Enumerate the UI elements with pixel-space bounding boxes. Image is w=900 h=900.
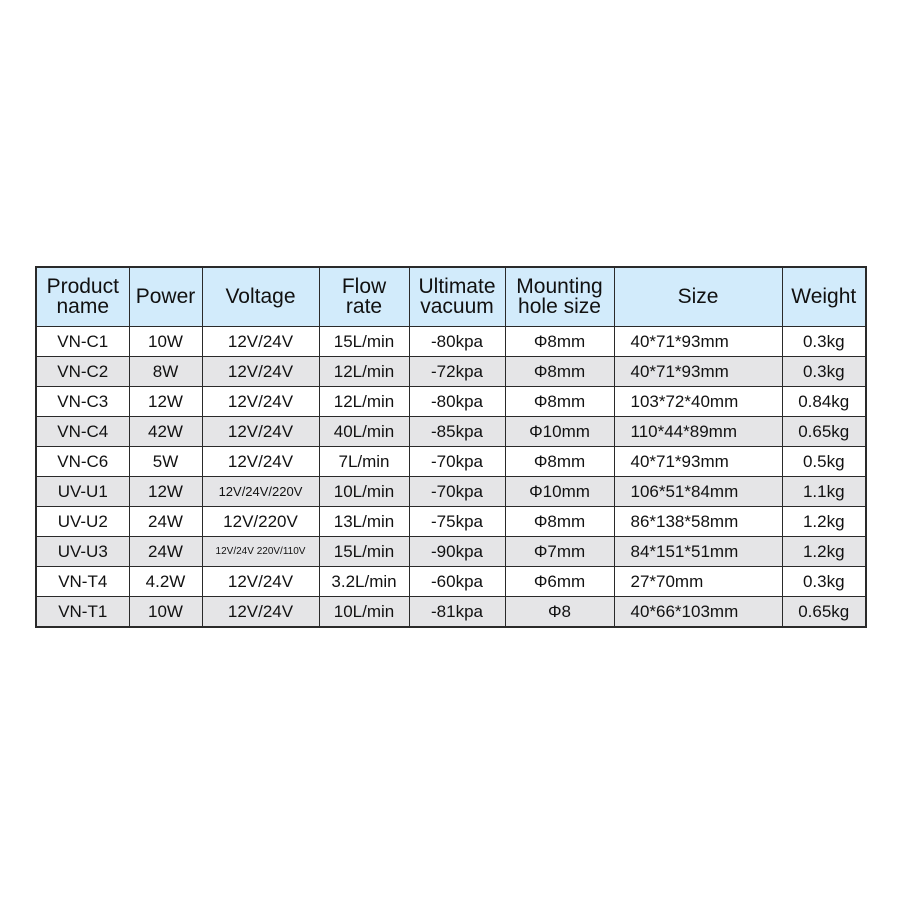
table-cell-product-name: VN-C1 <box>36 327 129 357</box>
table-cell-mounting-hole-size: Φ8mm <box>505 507 614 537</box>
column-header-mounting-hole-size: Mounting hole size <box>505 267 614 327</box>
table-cell-ultimate-vacuum: -90kpa <box>409 537 505 567</box>
table-cell-ultimate-vacuum: -81kpa <box>409 597 505 628</box>
table-cell-ultimate-vacuum: -80kpa <box>409 327 505 357</box>
table-cell-product-name: VN-C6 <box>36 447 129 477</box>
table-cell-product-name: VN-C2 <box>36 357 129 387</box>
table-row <box>36 447 866 477</box>
table-row <box>36 357 866 387</box>
table-row <box>36 417 866 447</box>
column-header-weight: Weight <box>782 267 866 327</box>
table-cell-voltage: 12V/24V <box>202 327 319 357</box>
table-row <box>36 477 866 507</box>
column-header-flow-rate: Flow rate <box>319 267 409 327</box>
table-cell-size: 40*71*93mm <box>614 327 782 357</box>
table-cell-product-name: UV-U3 <box>36 537 129 567</box>
table-cell-power: 10W <box>129 597 202 628</box>
table-cell-product-name: VN-C4 <box>36 417 129 447</box>
table-row <box>36 597 866 628</box>
column-header-ultimate-vacuum: Ultimate vacuum <box>409 267 505 327</box>
table-cell-size: 40*66*103mm <box>614 597 782 628</box>
table-cell-power: 5W <box>129 447 202 477</box>
table-cell-voltage: 12V/24V <box>202 447 319 477</box>
table-cell-weight: 1.2kg <box>782 507 866 537</box>
table-body <box>36 327 866 628</box>
table-cell-ultimate-vacuum: -70kpa <box>409 447 505 477</box>
table-cell-size: 40*71*93mm <box>614 357 782 387</box>
table-header <box>36 267 866 327</box>
table-cell-power: 12W <box>129 387 202 417</box>
table-cell-flow-rate: 7L/min <box>319 447 409 477</box>
table-cell-flow-rate: 15L/min <box>319 327 409 357</box>
table-cell-weight: 0.65kg <box>782 597 866 628</box>
spec-table <box>35 266 867 628</box>
table-cell-product-name: VN-C3 <box>36 387 129 417</box>
table-cell-ultimate-vacuum: -75kpa <box>409 507 505 537</box>
table-cell-mounting-hole-size: Φ8 <box>505 597 614 628</box>
table-cell-voltage: 12V/220V <box>202 507 319 537</box>
table-cell-voltage: 12V/24V <box>202 357 319 387</box>
table-cell-mounting-hole-size: Φ10mm <box>505 477 614 507</box>
table-cell-product-name: VN-T4 <box>36 567 129 597</box>
table-cell-weight: 0.65kg <box>782 417 866 447</box>
table-cell-flow-rate: 3.2L/min <box>319 567 409 597</box>
table-cell-power: 8W <box>129 357 202 387</box>
table-cell-flow-rate: 13L/min <box>319 507 409 537</box>
table-cell-power: 4.2W <box>129 567 202 597</box>
table-cell-size: 110*44*89mm <box>614 417 782 447</box>
table-cell-voltage: 12V/24V <box>202 597 319 628</box>
table-cell-ultimate-vacuum: -70kpa <box>409 477 505 507</box>
table-cell-size: 40*71*93mm <box>614 447 782 477</box>
column-header-product-name: Product name <box>36 267 129 327</box>
table-row <box>36 387 866 417</box>
table-cell-product-name: UV-U1 <box>36 477 129 507</box>
table-cell-weight: 0.3kg <box>782 357 866 387</box>
table-cell-mounting-hole-size: Φ8mm <box>505 387 614 417</box>
table-cell-power: 42W <box>129 417 202 447</box>
table-cell-voltage: 12V/24V 220V/110V <box>202 537 319 567</box>
table-cell-flow-rate: 15L/min <box>319 537 409 567</box>
table-cell-ultimate-vacuum: -85kpa <box>409 417 505 447</box>
table-cell-ultimate-vacuum: -60kpa <box>409 567 505 597</box>
table-cell-ultimate-vacuum: -80kpa <box>409 387 505 417</box>
table-cell-flow-rate: 10L/min <box>319 597 409 628</box>
table-cell-weight: 0.3kg <box>782 327 866 357</box>
table-row <box>36 507 866 537</box>
table-cell-size: 106*51*84mm <box>614 477 782 507</box>
table-cell-flow-rate: 10L/min <box>319 477 409 507</box>
table-row <box>36 537 866 567</box>
table-cell-weight: 0.5kg <box>782 447 866 477</box>
table-cell-ultimate-vacuum: -72kpa <box>409 357 505 387</box>
table-cell-size: 103*72*40mm <box>614 387 782 417</box>
table-cell-size: 86*138*58mm <box>614 507 782 537</box>
table-cell-mounting-hole-size: Φ6mm <box>505 567 614 597</box>
table-cell-size: 84*151*51mm <box>614 537 782 567</box>
table-cell-mounting-hole-size: Φ10mm <box>505 417 614 447</box>
table-cell-voltage: 12V/24V/220V <box>202 477 319 507</box>
table-cell-product-name: VN-T1 <box>36 597 129 628</box>
table-cell-weight: 1.1kg <box>782 477 866 507</box>
table-cell-power: 24W <box>129 507 202 537</box>
column-header-size: Size <box>614 267 782 327</box>
table-cell-mounting-hole-size: Φ8mm <box>505 327 614 357</box>
table-row <box>36 567 866 597</box>
table-cell-size: 27*70mm <box>614 567 782 597</box>
table-cell-power: 12W <box>129 477 202 507</box>
table-cell-power: 10W <box>129 327 202 357</box>
column-header-power: Power <box>129 267 202 327</box>
table-cell-flow-rate: 12L/min <box>319 387 409 417</box>
table-cell-voltage: 12V/24V <box>202 417 319 447</box>
table-cell-mounting-hole-size: Φ8mm <box>505 447 614 477</box>
table-cell-weight: 0.84kg <box>782 387 866 417</box>
table-row <box>36 327 866 357</box>
table-cell-flow-rate: 12L/min <box>319 357 409 387</box>
table-cell-product-name: UV-U2 <box>36 507 129 537</box>
table-cell-voltage: 12V/24V <box>202 567 319 597</box>
table-cell-mounting-hole-size: Φ7mm <box>505 537 614 567</box>
table-cell-flow-rate: 40L/min <box>319 417 409 447</box>
table-cell-voltage: 12V/24V <box>202 387 319 417</box>
column-header-voltage: Voltage <box>202 267 319 327</box>
table-cell-weight: 0.3kg <box>782 567 866 597</box>
table-cell-mounting-hole-size: Φ8mm <box>505 357 614 387</box>
header-row <box>36 267 866 327</box>
table-cell-weight: 1.2kg <box>782 537 866 567</box>
table-cell-power: 24W <box>129 537 202 567</box>
